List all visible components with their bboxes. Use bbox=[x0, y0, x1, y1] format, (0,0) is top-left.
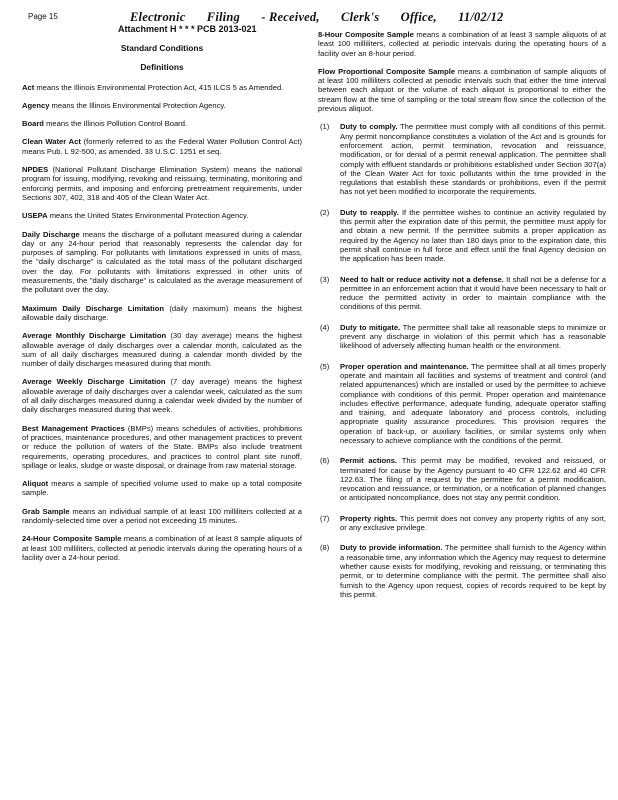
stamp-word: Filing bbox=[206, 10, 240, 24]
conditions-list bbox=[318, 122, 606, 599]
condition-text: The permittee must comply with all conditions of this permit. Any permit noncompliance constitutes a violation of the Act and is grounds for enforcement action, permit termination, revocation and reissuance, modification, or for denial of a permit renewal application. The permittee shall comply with effluent standards or prohibitions established under Section 307(a) of the Clean Water Act for toxic pollutants within the time provided in the regulations that establish these standards or prohibitions, even if the permit has not yet been modified to incorporate the requirements. bbox=[340, 122, 606, 197]
definition-term: 8-Hour Composite Sample bbox=[318, 30, 414, 39]
condition-number: (3) bbox=[320, 274, 330, 284]
condition-text: The permittee shall take all reasonable steps to minimize or prevent any discharge in violation of this permit which has a reasonable likelihood of adversely affecting human health or the environment. bbox=[340, 322, 606, 351]
condition-number: (6) bbox=[320, 456, 330, 466]
definition-term: Best Management Practices bbox=[22, 423, 125, 433]
condition-number: (4) bbox=[320, 322, 330, 332]
definition-term: NPDES bbox=[22, 165, 49, 175]
definition-term: Aliquot bbox=[22, 479, 49, 489]
page-number: Page 15 bbox=[28, 12, 58, 21]
condition-text: It shall not be a defense for a permittee in an enforcement action that it would have been necessary to halt or reduce the permitted activity in order to maintain compliance with the conditions of this permit. bbox=[340, 274, 606, 312]
definition-term: USEPA bbox=[22, 211, 48, 221]
definition-term: Flow Proportional Composite Sample bbox=[318, 66, 456, 76]
condition-term: Duty to comply. bbox=[340, 122, 398, 132]
definition-item bbox=[22, 507, 302, 526]
condition-number: (5) bbox=[320, 361, 330, 371]
definition-item bbox=[22, 83, 302, 92]
definition-text: means an individual sample of at least 100 milliliters collected at a randomly-selected time over a period not exceeding 15 minutes. bbox=[22, 506, 302, 525]
definition-text: (National Pollutant Discharge Elimination System) means the national program for issuing, modifying, revoking and reissuing, terminating, monitoring and enforcing permits, and imposing and enforcing pretreatment requirements, under Sections 307, 402, 318 and 405 of the Clean Water Act. bbox=[22, 165, 302, 202]
definition-item bbox=[22, 211, 302, 220]
filing-stamp bbox=[130, 10, 522, 25]
condition-number: (7) bbox=[320, 513, 330, 523]
condition-item bbox=[318, 543, 606, 599]
stamp-word: Clerk's bbox=[341, 10, 380, 24]
definition-term: Maximum Daily Discharge Limitation bbox=[22, 303, 165, 313]
definition-term: Average Monthly Discharge Limitation bbox=[22, 331, 167, 341]
condition-number: (8) bbox=[320, 543, 330, 553]
definition-text: means the discharge of a pollutant measured during a calendar day or any 24-hour period that reasonably represents the calendar day for purposes of sampling. For pollutants with limitations expressed in units of mass, the "daily discharge" is calculated as the total mass of the pollutant discharged over the day. For pollutants with limitations expressed in other units of measurements, the "daily discharge" is calculated as the average measurement of the pollutant over the day. bbox=[22, 229, 303, 295]
condition-item bbox=[318, 362, 606, 446]
stamp-word: Electronic bbox=[130, 10, 186, 24]
definitions-heading: Definitions bbox=[140, 62, 184, 73]
right-column bbox=[318, 30, 606, 610]
condition-item bbox=[318, 456, 606, 502]
condition-item bbox=[318, 514, 606, 533]
definition-term: Agency bbox=[22, 100, 50, 110]
condition-text: This permit may be modified, revoked and reissued, or terminated for cause by the Agency pursuant to 40 CFR 122.62 and 40 CFR 122.63. The filing of a request by the permittee for a permit modification, revocation and reissuance, or termination, or a notification of planned changes or anticipated noncompliance, does not stay any permit condition. bbox=[340, 456, 606, 503]
definition-term: Act bbox=[22, 82, 35, 92]
definition-term: Average Weekly Discharge Limitation bbox=[22, 377, 166, 387]
definition-term: Daily Discharge bbox=[22, 229, 80, 239]
definition-term: Grab Sample bbox=[22, 506, 70, 516]
condition-item bbox=[318, 208, 606, 264]
definition-term: Clean Water Act bbox=[22, 137, 81, 147]
definition-item bbox=[22, 331, 302, 368]
condition-text: If the permittee wishes to continue an activity regulated by this permit after the expiration date of this permit, the permittee must apply for and obtain a new permit. If the permittee submits a proper application as required by the Agency no later than 180 days prior to the expiration date, this permit shall continue in full force and effect until the final Agency decision on the application has been made. bbox=[340, 207, 606, 264]
condition-term: Permit actions. bbox=[340, 456, 398, 466]
definition-item bbox=[22, 304, 302, 323]
definition-item bbox=[22, 230, 302, 295]
condition-term: Need to halt or reduce activity not a defense. bbox=[340, 274, 504, 284]
definition-item bbox=[22, 424, 302, 470]
definition-item bbox=[22, 137, 302, 156]
stamp-word: 11/02/12 bbox=[458, 10, 504, 24]
definition-text: means a combination of at least 3 sample aliquots of at least 100 milliliters, collected at periodic intervals during the operating hours of a facility over an 8-hour period. bbox=[318, 30, 607, 58]
definition-item bbox=[318, 67, 606, 113]
condition-number: (1) bbox=[320, 122, 330, 132]
condition-term: Proper operation and maintenance. bbox=[340, 361, 469, 371]
condition-item bbox=[318, 122, 606, 196]
definition-text: (BMPs) means schedules of activities, prohibitions of practices, maintenance procedures, and other management practices to prevent or reduce the pollution of waters of the State. BMPs also include treatment requirements, operating procedures, and practices to control plant site runoff, spillage or leaks, sludge or waste disposal, or drainage from raw material storage. bbox=[22, 423, 302, 470]
condition-term: Duty to reapply. bbox=[340, 207, 399, 217]
condition-number: (2) bbox=[320, 207, 330, 217]
definition-text: means a sample of specified volume used to make up a total composite sample. bbox=[22, 479, 302, 498]
definition-text: (formerly referred to as the Federal Water Pollution Control Act) means Pub. L 92-500, as amended. 33 U.S.C. 1251 et seq. bbox=[22, 137, 302, 156]
left-column bbox=[22, 44, 302, 571]
definition-term: 24-Hour Composite Sample bbox=[22, 534, 122, 544]
definition-item bbox=[22, 165, 302, 202]
definition-item bbox=[22, 479, 302, 498]
definition-term: Board bbox=[22, 119, 44, 129]
definition-item bbox=[22, 534, 302, 562]
definition-item bbox=[22, 101, 302, 110]
condition-term: Duty to provide information. bbox=[340, 543, 443, 553]
condition-term: Property rights. bbox=[340, 513, 398, 523]
definition-text: means a combination of at least 8 sample aliquots of at least 100 milliliters, collected at periodic intervals during the operating hours of a facility over a 24-hour period. bbox=[22, 534, 302, 562]
definition-item bbox=[22, 119, 302, 128]
definition-text: means a combination of sample aliquots of at least 100 milliliters collected at periodic intervals such that either the time interval between each aliquot or the volume of each aliquot is proportional to either the stream flow at the time of sampling or the total stream flow since the collection of the previous aliquot. bbox=[318, 66, 606, 114]
definition-text: (daily maximum) means the highest allowable daily discharge. bbox=[22, 303, 302, 322]
definition-item bbox=[22, 377, 302, 414]
condition-text: The permittee shall furnish to the Agency within a reasonable time, any information which the Agency may request to determine whether cause exists for modifying, revoking and reissuing, or terminating this permit, or to determine compliance with the permit. The permittee shall also furnish to the Agency upon request, copies of records required to be kept by this permit. bbox=[340, 543, 607, 599]
condition-item bbox=[318, 323, 606, 351]
definition-text: (7 day average) means the highest allowable average of daily discharges over a calendar week, calculated as the sum of all daily discharges measured during a calendar week divided by the number of daily discharges measured during that week. bbox=[22, 377, 302, 415]
attachment-label: Attachment H * * * PCB 2013-021 bbox=[118, 24, 257, 34]
definition-text: means the United States Environmental Protection Agency. bbox=[47, 211, 249, 221]
section-heading: Standard Conditions bbox=[120, 43, 204, 53]
definition-text: means the Illinois Environmental Protection Agency. bbox=[49, 100, 226, 110]
definitions-list-continued bbox=[318, 30, 606, 113]
definitions-list bbox=[22, 83, 302, 563]
stamp-word: - Received, bbox=[261, 10, 320, 24]
condition-text: This permit does not convey any property rights of any sort, or any exclusive privilege. bbox=[340, 513, 606, 533]
condition-term: Duty to mitigate. bbox=[340, 322, 401, 332]
condition-text: The permittee shall at all times properly operate and maintain all facilities and systems of treatment and control (and related appurtenances) which are installed or used by the permittee to achieve compliance with conditions of this permit. Proper operation and maintenance includes effective performance, adequate funding, adequate operator staffing and training, and adequate laboratory and process controls, including appropriate quality assurance procedures. This provision requires the operation of back-up, or auxiliary facilities, or similar systems only when necessary to achieve compliance with the conditions of the permit. bbox=[340, 361, 606, 445]
condition-item bbox=[318, 275, 606, 312]
definition-text: (30 day average) means the highest allowable average of daily discharges over a calendar month, calculated as the sum of all daily discharges measured during a calendar month divided by the number of daily discharges measured during that month. bbox=[22, 331, 302, 369]
definition-item bbox=[318, 30, 606, 58]
stamp-word: Office, bbox=[400, 10, 437, 24]
definition-text: means the Illinois Pollution Control Board. bbox=[43, 119, 188, 129]
definition-text: means the Illinois Environmental Protection Act, 415 ILCS 5 as Amended. bbox=[34, 82, 284, 92]
